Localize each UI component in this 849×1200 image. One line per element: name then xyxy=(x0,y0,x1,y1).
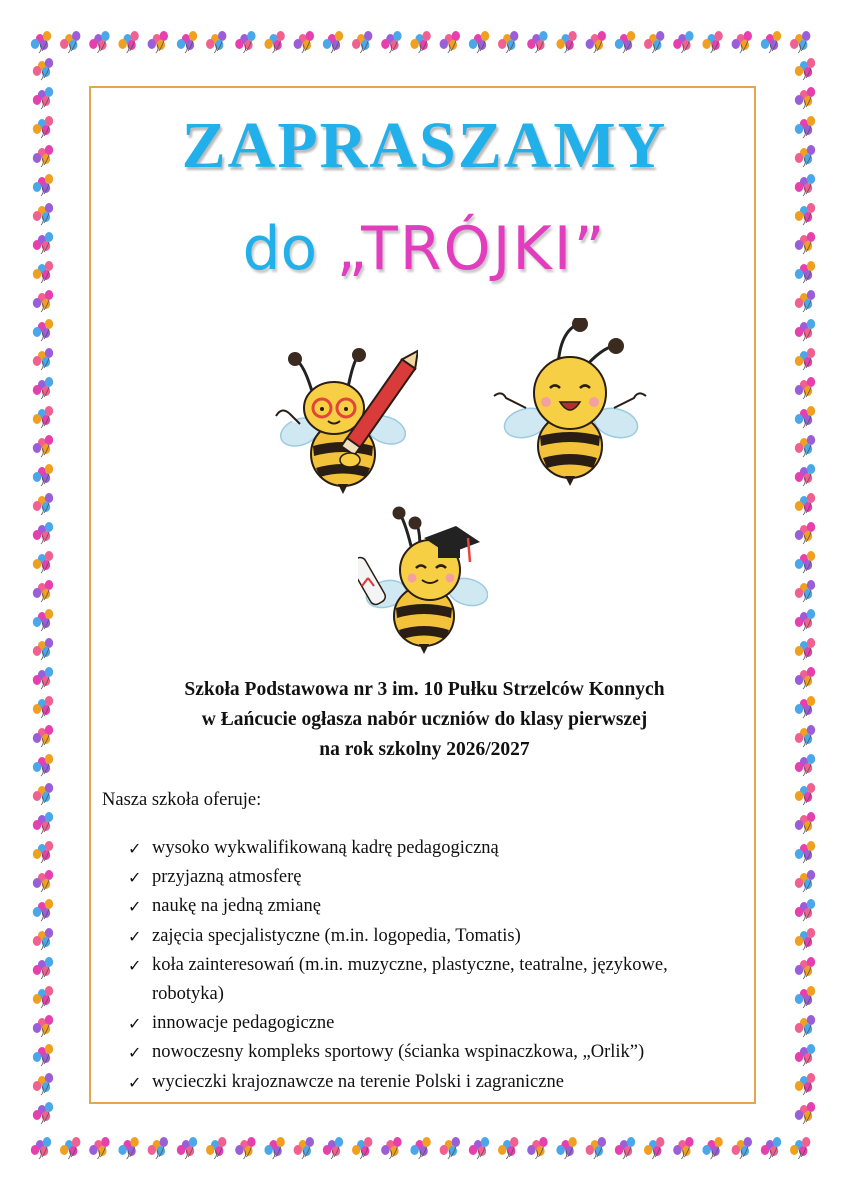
balloon-cluster-icon xyxy=(795,1015,815,1037)
offer-text: wysoko wykwalifikowaną kadrę pedagogiczną xyxy=(152,838,499,858)
checkmark-icon: ✓ xyxy=(128,868,142,888)
balloon-border-bottom xyxy=(30,1134,820,1162)
balloon-cluster-icon xyxy=(795,522,815,544)
balloon-cluster-icon xyxy=(89,31,109,53)
balloon-cluster-icon xyxy=(177,31,197,53)
checkmark-icon: ✓ xyxy=(128,955,142,975)
balloon-cluster-icon xyxy=(235,31,255,53)
balloon-cluster-icon xyxy=(31,1137,51,1159)
balloon-cluster-icon xyxy=(795,609,815,631)
checkmark-icon: ✓ xyxy=(128,839,142,858)
balloon-cluster-icon xyxy=(31,31,51,53)
balloon-cluster-icon xyxy=(795,551,815,573)
balloon-cluster-icon xyxy=(469,1137,489,1159)
balloon-cluster-icon xyxy=(118,31,138,53)
balloon-cluster-icon xyxy=(33,406,53,428)
announcement-line: na rok szkolny 2026/2027 xyxy=(319,739,530,760)
offer-text: koła zainteresowań (m.in. muzyczne, plastyczne, teatralne, językowe, xyxy=(152,954,668,975)
balloon-cluster-icon xyxy=(702,31,722,53)
balloon-cluster-icon xyxy=(33,928,53,950)
balloon-cluster-icon xyxy=(795,870,815,892)
balloon-cluster-icon xyxy=(498,31,518,53)
subtitle-prefix: do xyxy=(242,214,318,284)
balloon-cluster-icon xyxy=(323,1137,343,1159)
balloon-cluster-icon xyxy=(148,31,168,53)
balloon-cluster-icon xyxy=(33,1102,53,1124)
balloon-cluster-icon xyxy=(177,1137,197,1159)
balloon-cluster-icon xyxy=(294,31,314,53)
school-nickname: „TRÓJKI” xyxy=(336,214,607,284)
balloon-cluster-icon xyxy=(795,464,815,486)
offer-item xyxy=(128,1009,728,1038)
balloon-cluster-icon xyxy=(795,377,815,399)
balloon-cluster-icon xyxy=(33,1073,53,1095)
balloon-cluster-icon xyxy=(264,31,284,53)
balloon-cluster-icon xyxy=(33,464,53,486)
checkmark-icon: ✓ xyxy=(128,1043,142,1063)
balloon-cluster-icon xyxy=(33,522,53,544)
balloon-cluster-icon xyxy=(790,1137,810,1159)
balloon-cluster-icon xyxy=(33,870,53,892)
balloon-cluster-icon xyxy=(615,31,635,53)
offer-item xyxy=(128,1068,728,1097)
balloon-cluster-icon xyxy=(264,1137,284,1159)
balloon-cluster-icon xyxy=(381,31,401,53)
checkmark-icon: ✓ xyxy=(128,897,142,917)
balloon-border-top xyxy=(30,28,820,56)
balloon-cluster-icon xyxy=(33,812,53,834)
balloon-cluster-icon xyxy=(795,986,815,1008)
balloon-cluster-icon xyxy=(556,31,576,53)
balloon-cluster-icon xyxy=(795,1044,815,1066)
balloon-cluster-icon xyxy=(469,31,489,53)
balloon-cluster-icon xyxy=(498,1137,518,1159)
offer-item xyxy=(128,1038,728,1067)
balloon-cluster-icon xyxy=(761,31,781,53)
offer-text: nowoczesny kompleks sportowy (ścianka wspinaczkowa, „Orlik”) xyxy=(152,1042,645,1063)
offer-text: innowacje pedagogiczne xyxy=(152,1013,335,1034)
offer-text: przyjazną atmosferę xyxy=(152,867,302,888)
offer-item xyxy=(128,863,728,892)
balloon-cluster-icon xyxy=(615,1137,635,1159)
graduate-bee-icon xyxy=(358,504,488,656)
offer-item xyxy=(128,834,728,863)
announcement-line: Szkoła Podstawowa nr 3 im. 10 Pułku Strzelców Konnych xyxy=(184,679,665,700)
balloon-cluster-icon xyxy=(673,1137,693,1159)
balloon-cluster-icon xyxy=(586,1137,606,1159)
balloon-cluster-icon xyxy=(795,957,815,979)
balloon-cluster-icon xyxy=(33,348,53,370)
balloon-cluster-icon xyxy=(235,1137,255,1159)
balloon-cluster-icon xyxy=(33,957,53,979)
balloon-cluster-icon xyxy=(410,31,430,53)
balloon-cluster-icon xyxy=(206,31,226,53)
balloon-cluster-icon xyxy=(644,31,664,53)
balloon-cluster-icon xyxy=(323,31,343,53)
balloon-cluster-icon xyxy=(586,31,606,53)
balloon-cluster-icon xyxy=(795,493,815,515)
balloon-cluster-icon xyxy=(294,1137,314,1159)
announcement-line: w Łańcucie ogłasza nabór uczniów do klasy pierwszej xyxy=(201,709,648,730)
balloon-cluster-icon xyxy=(410,1137,430,1159)
balloon-cluster-icon xyxy=(381,1137,401,1159)
balloon-cluster-icon xyxy=(33,841,53,863)
balloon-cluster-icon xyxy=(33,1015,53,1037)
balloon-cluster-icon xyxy=(795,348,815,370)
offer-text: wycieczki krajoznawcze na terenie Polski i zagraniczne xyxy=(152,1071,564,1092)
offer-item xyxy=(128,892,728,921)
balloon-cluster-icon xyxy=(352,1137,372,1159)
offer-text: zajęcia specjalistyczne (m.in. logopedia, Tomatis) xyxy=(152,925,521,946)
balloon-cluster-icon xyxy=(118,1137,138,1159)
balloon-cluster-icon xyxy=(795,783,815,805)
balloon-cluster-icon xyxy=(33,609,53,631)
balloon-cluster-icon xyxy=(527,31,547,53)
balloon-cluster-icon xyxy=(33,58,53,80)
balloon-cluster-icon xyxy=(702,1137,722,1159)
balloon-cluster-icon xyxy=(89,1137,109,1159)
offer-item xyxy=(128,951,728,1009)
balloon-cluster-icon xyxy=(795,580,815,602)
balloon-cluster-icon xyxy=(644,1137,664,1159)
offer-text-continued: robotyka) xyxy=(152,984,224,1005)
balloon-cluster-icon xyxy=(33,899,53,921)
balloon-cluster-icon xyxy=(33,377,53,399)
balloon-cluster-icon xyxy=(440,31,460,53)
balloon-cluster-icon xyxy=(60,31,80,53)
balloon-cluster-icon xyxy=(33,783,53,805)
offer-text: naukę na jedną zmianę xyxy=(152,896,321,917)
balloon-cluster-icon xyxy=(790,31,810,53)
balloon-cluster-icon xyxy=(33,580,53,602)
balloon-cluster-icon xyxy=(732,31,752,53)
balloon-cluster-icon xyxy=(795,435,815,457)
balloon-cluster-icon xyxy=(761,1137,781,1159)
balloon-cluster-icon xyxy=(527,1137,547,1159)
checkmark-icon: ✓ xyxy=(128,1014,142,1034)
balloon-cluster-icon xyxy=(33,638,53,660)
offers-intro: Nasza szkoła oferuje: xyxy=(102,790,262,810)
balloon-cluster-icon xyxy=(556,1137,576,1159)
balloon-cluster-icon xyxy=(33,87,53,109)
balloon-cluster-icon xyxy=(33,319,53,341)
balloon-cluster-icon xyxy=(795,87,815,109)
balloon-cluster-icon xyxy=(795,1073,815,1095)
balloon-cluster-icon xyxy=(33,1044,53,1066)
balloon-cluster-icon xyxy=(795,290,815,312)
balloon-cluster-icon xyxy=(732,1137,752,1159)
balloon-cluster-icon xyxy=(33,551,53,573)
checkmark-icon: ✓ xyxy=(128,926,142,946)
balloon-cluster-icon xyxy=(33,290,53,312)
balloon-cluster-icon xyxy=(795,58,815,80)
cheering-bee-icon xyxy=(490,318,650,488)
offer-item xyxy=(128,922,728,951)
poster-subtitle xyxy=(0,214,849,284)
bee-with-pencil-icon xyxy=(268,346,418,496)
balloon-cluster-icon xyxy=(148,1137,168,1159)
balloon-cluster-icon xyxy=(795,638,815,660)
balloon-cluster-icon xyxy=(206,1137,226,1159)
offers-list xyxy=(128,834,728,1097)
balloon-cluster-icon xyxy=(795,899,815,921)
balloon-cluster-icon xyxy=(795,928,815,950)
balloon-cluster-icon xyxy=(440,1137,460,1159)
balloon-cluster-icon xyxy=(33,493,53,515)
balloon-cluster-icon xyxy=(795,841,815,863)
balloon-cluster-icon xyxy=(33,435,53,457)
checkmark-icon: ✓ xyxy=(128,1072,142,1092)
balloon-cluster-icon xyxy=(795,1102,815,1124)
balloon-cluster-icon xyxy=(60,1137,80,1159)
poster-title: ZAPRASZAMY xyxy=(181,109,668,182)
balloon-cluster-icon xyxy=(795,406,815,428)
balloon-cluster-icon xyxy=(795,812,815,834)
balloon-cluster-icon xyxy=(33,986,53,1008)
balloon-cluster-icon xyxy=(352,31,372,53)
balloon-cluster-icon xyxy=(795,319,815,341)
balloon-cluster-icon xyxy=(673,31,693,53)
recruitment-announcement xyxy=(0,675,849,765)
